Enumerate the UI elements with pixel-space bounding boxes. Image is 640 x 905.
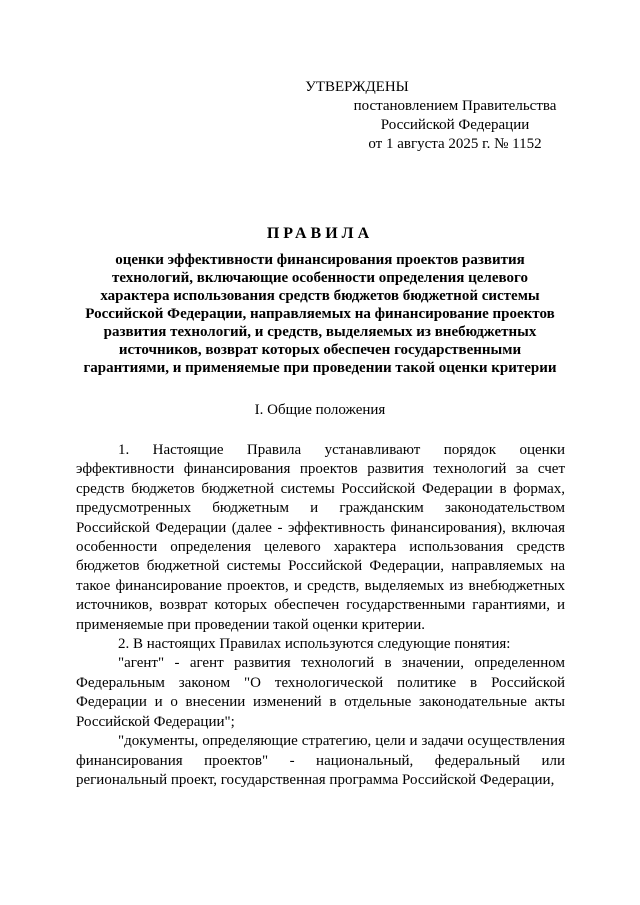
paragraph-documents-definition: "документы, определяющие стратегию, цели и задачи осуществления финансирования проектов" - национальный, федеральный или региональный проект, государственная программа Российской Федерации, <box>76 733 565 788</box>
paragraph-agent-definition: "агент" - агент развития технологий в значении, определенном Федеральным законом "О технологической политике в Российской Федерации и о внесении изменений в отдельные законодательные акты Российской Федерации"; <box>76 655 565 730</box>
approval-line-date: от 1 августа 2025 г. № 1152 <box>368 136 542 152</box>
approval-block <box>0 78 640 154</box>
document-subtitle: оценки эффективности финансирования проектов развития технологий, включающие особенности определения целевого характера использования средств бюджетов бюджетной системы Российской Федерации, направляемых на финансирование проектов развития технологий, и средств, выделяемых из внебюджетных источников, возврат которых обеспечен государственными гарантиями, и применяемые при проведении такой оценки критерии <box>83 252 557 376</box>
document-title: ПРАВИЛА <box>266 225 374 242</box>
paragraph-2: 2. В настоящих Правилах используются следующие понятия: <box>118 636 511 653</box>
paragraph-1: 1. Настоящие Правила устанавливают порядок оценки эффективности финансирования проектов развития технологий за счет средств бюджетов бюджетной системы Российской Федерации в формах, предусмотренных бюджетным и гражданским законодательством Российской Федерации (далее - эффективность финансирования), включая особенности определения целевого характера использования средств бюджетов бюджетной системы Российской Федерации, направляемых на такое финансирование проектов, и средств, выделяемых из внебюджетных источников, возврат которых обеспечен государственными гарантиями, и применяемые при проведении такой оценки критерии. <box>76 442 565 633</box>
document-body <box>76 441 565 790</box>
approval-heading: УТВЕРЖДЕНЫ <box>305 79 409 95</box>
section-heading: I. Общие положения <box>254 402 386 418</box>
approval-line-resolution: постановлением Правительства <box>353 98 557 114</box>
approval-line-federation: Российской Федерации <box>380 117 530 133</box>
